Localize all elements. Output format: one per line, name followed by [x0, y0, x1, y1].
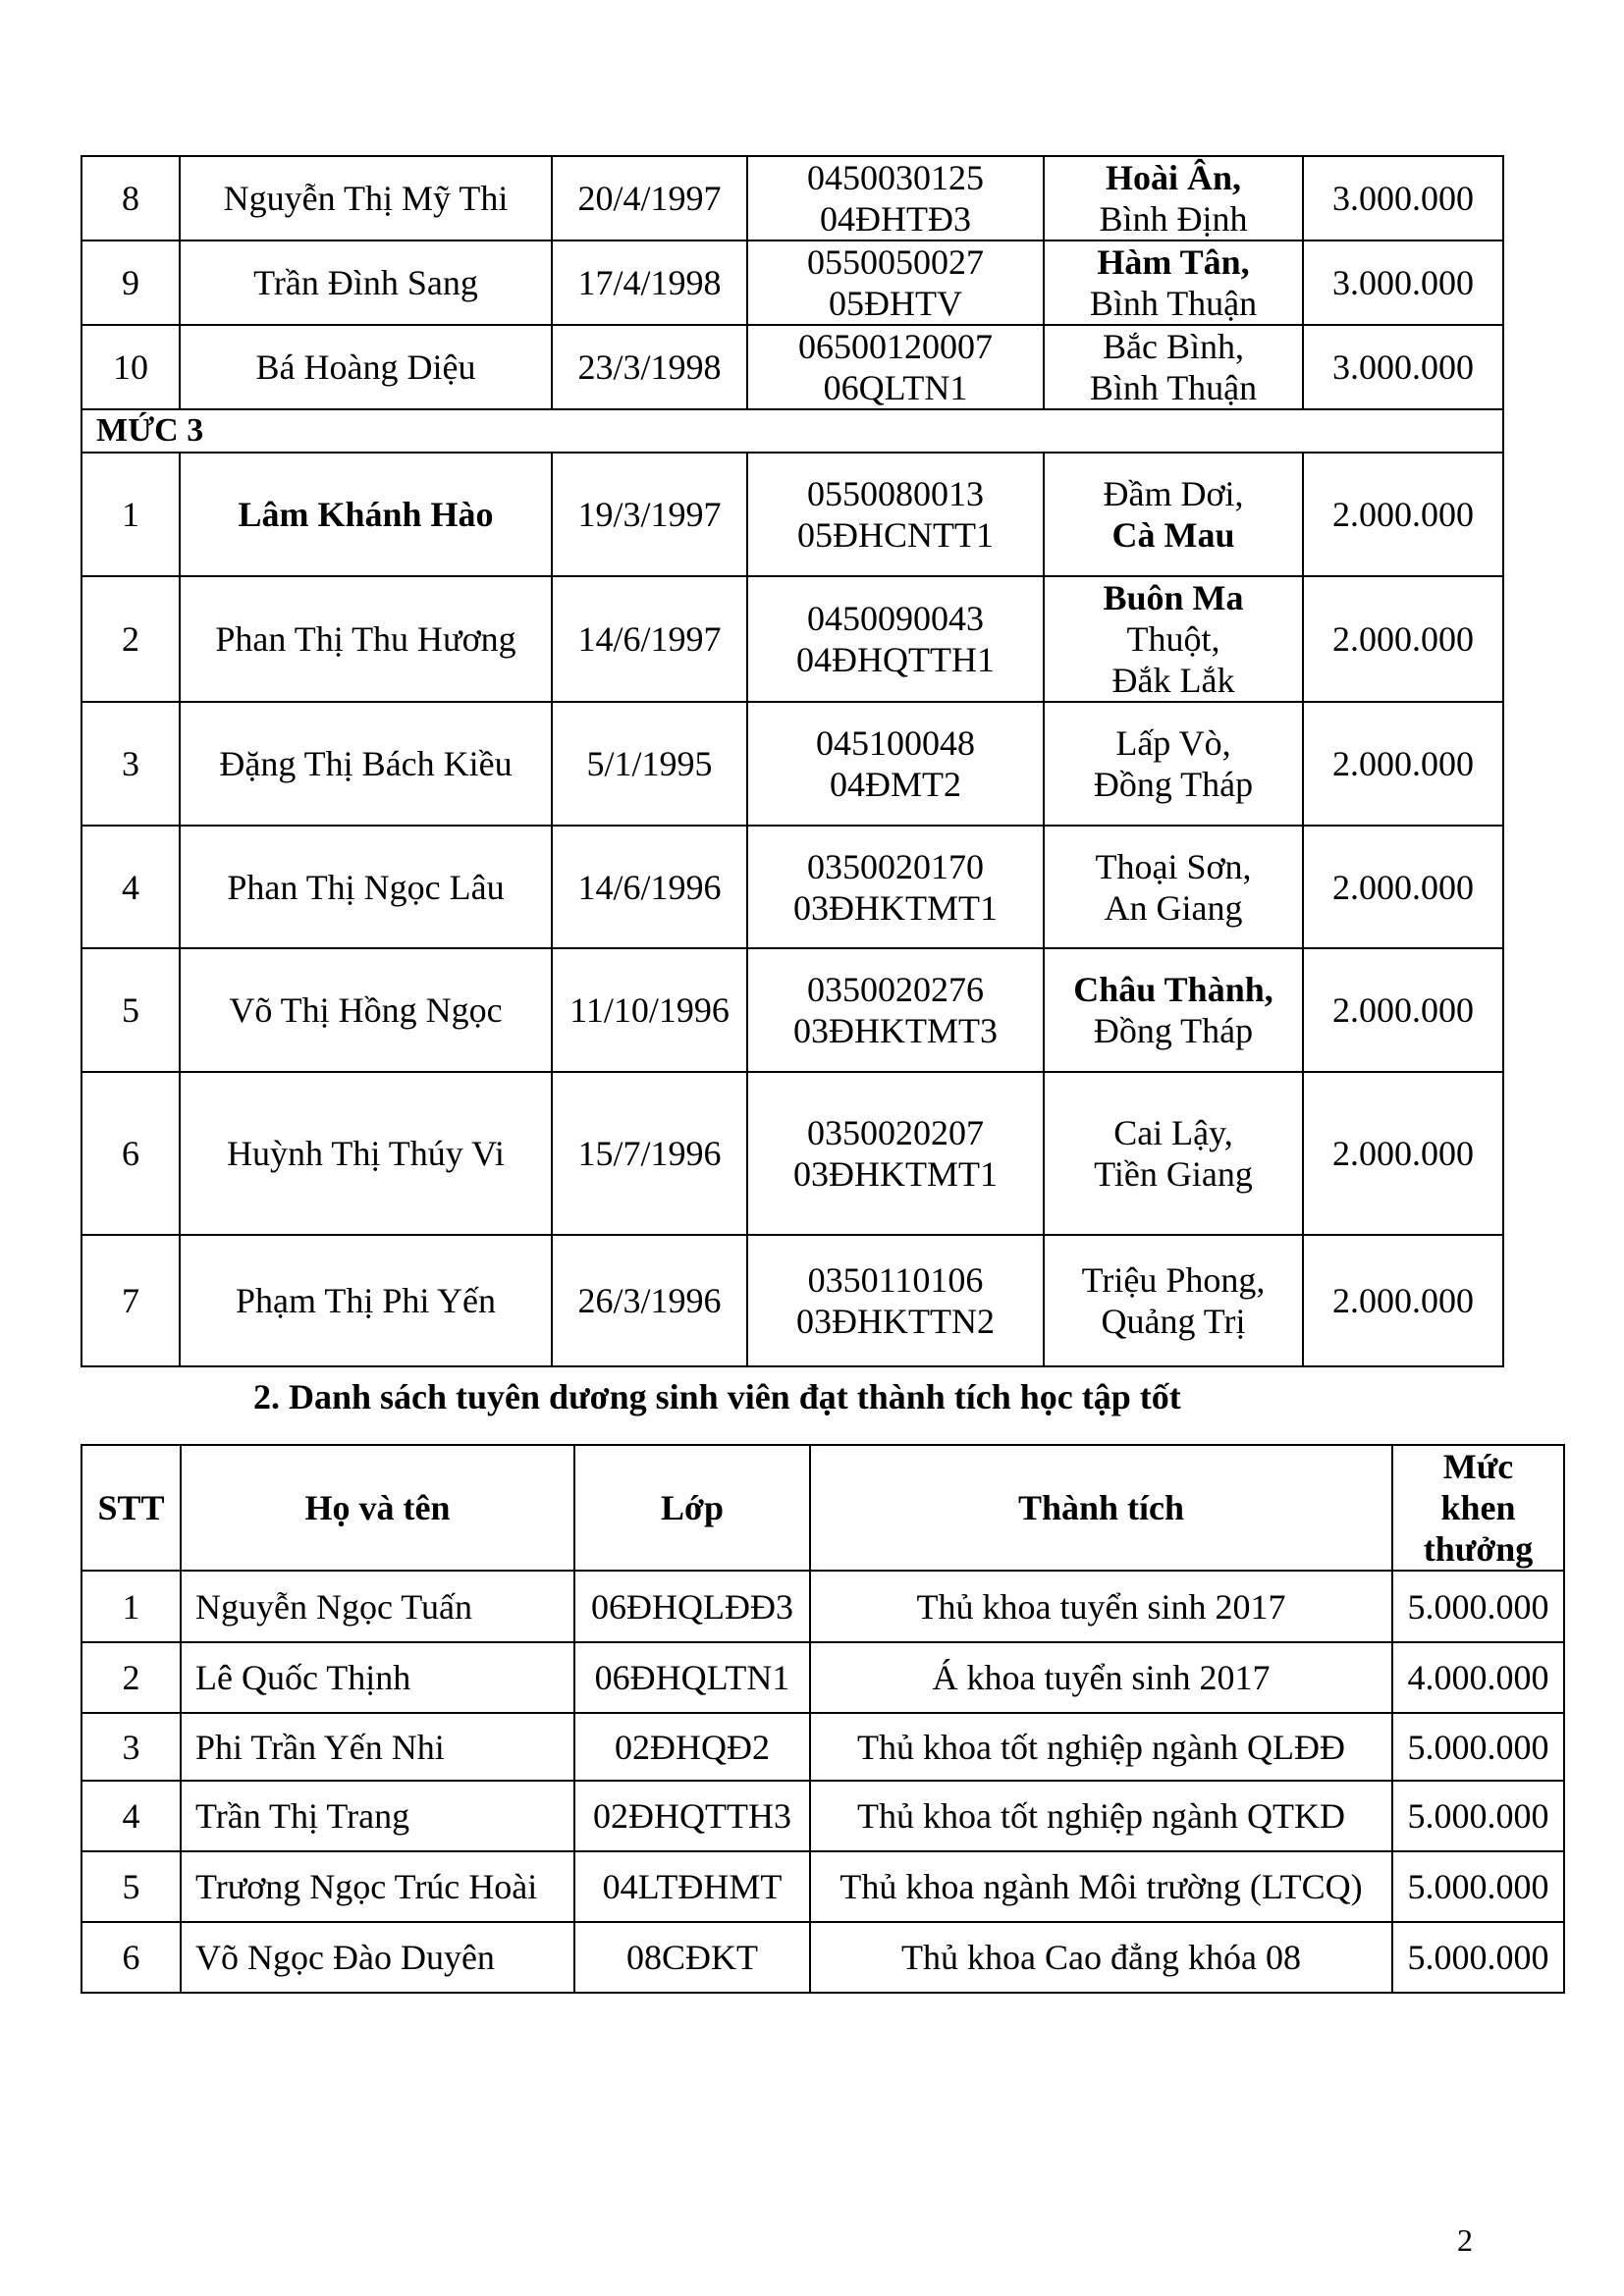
header-reward	[1392, 1445, 1564, 1571]
place-line: Bình Định	[1099, 199, 1248, 239]
section-heading: 2. Danh sách tuyên dương sinh viên đạt thành tích học tập tốt	[253, 1377, 1181, 1416]
table-row	[81, 702, 1503, 826]
place-line: Đắk Lắk	[1111, 661, 1235, 700]
stt-cell: 5	[81, 1851, 181, 1922]
dob-cell: 19/3/1997	[552, 453, 747, 576]
place-line: Bình Thuận	[1089, 284, 1258, 323]
table-row	[81, 453, 1503, 576]
table-row	[81, 1642, 1564, 1713]
dob-cell: 5/1/1995	[552, 702, 747, 826]
code-cell	[747, 702, 1044, 826]
place-line: Cai Lậy,	[1113, 1113, 1233, 1152]
place-line: Đồng Tháp	[1093, 765, 1254, 804]
scholarship-table-level	[81, 155, 1504, 1367]
class-cell: 02ĐHQĐ2	[574, 1713, 810, 1781]
name-cell: Võ Thị Hồng Ngọc	[180, 948, 552, 1072]
class-cell: 02ĐHQTTH3	[574, 1781, 810, 1851]
amount-cell: 2.000.000	[1303, 453, 1503, 576]
dob-cell: 23/3/1998	[552, 325, 747, 409]
code-cell	[747, 948, 1044, 1072]
name-cell: Trần Đình Sang	[180, 240, 552, 325]
place-cell	[1044, 1072, 1303, 1235]
class-code: 04ĐHQTTH1	[796, 640, 995, 679]
class-cell: 08CĐKT	[574, 1922, 810, 1993]
amount-cell: 2.000.000	[1303, 576, 1503, 702]
student-code: 0550080013	[807, 474, 984, 513]
name-cell: Lê Quốc Thịnh	[181, 1642, 574, 1713]
stt-cell: 1	[81, 453, 180, 576]
place-cell	[1044, 948, 1303, 1072]
achievement-cell: Thủ khoa tuyển sinh 2017	[810, 1571, 1392, 1642]
stt-cell: 3	[81, 702, 180, 826]
header-name: Họ và tên	[181, 1445, 574, 1571]
table-row	[81, 325, 1503, 409]
name-cell: Phạm Thị Phi Yến	[180, 1235, 552, 1366]
dob-cell: 17/4/1998	[552, 240, 747, 325]
code-cell	[747, 1072, 1044, 1235]
place-cell	[1044, 576, 1303, 702]
name-cell: Phan Thị Ngọc Lâu	[180, 826, 552, 948]
code-cell	[747, 576, 1044, 702]
header-reward-line: khen	[1440, 1488, 1516, 1527]
student-code: 045100048	[816, 723, 975, 763]
achievement-cell: Thủ khoa Cao đẳng khóa 08	[810, 1922, 1392, 1993]
name-cell: Phan Thị Thu Hương	[180, 576, 552, 702]
stt-cell: 7	[81, 1235, 180, 1366]
student-code: 0350110106	[807, 1260, 984, 1300]
amount-cell: 2.000.000	[1303, 948, 1503, 1072]
place-line: Bắc Bình,	[1103, 327, 1244, 366]
achievement-table	[81, 1444, 1565, 1994]
achievement-cell: Thủ khoa tốt nghiệp ngành QTKD	[810, 1781, 1392, 1851]
stt-cell: 6	[81, 1922, 181, 1993]
dob-cell: 14/6/1996	[552, 826, 747, 948]
table-row	[81, 1072, 1503, 1235]
table-row	[81, 1235, 1503, 1366]
dob-cell: 11/10/1996	[552, 948, 747, 1072]
stt-cell: 4	[81, 826, 180, 948]
code-cell	[747, 156, 1044, 240]
class-cell: 04LTĐHMT	[574, 1851, 810, 1922]
name-cell: Nguyễn Thị Mỹ Thi	[180, 156, 552, 240]
amount-cell: 5.000.000	[1392, 1713, 1564, 1781]
section-row	[81, 409, 1503, 453]
name-cell: Lâm Khánh Hào	[180, 453, 552, 576]
table-row	[81, 1922, 1564, 1993]
table-row	[81, 948, 1503, 1072]
student-code: 0450030125	[807, 158, 984, 197]
place-line: Quảng Trị	[1101, 1302, 1246, 1341]
achievement-cell: Á khoa tuyển sinh 2017	[810, 1642, 1392, 1713]
table-row	[81, 1851, 1564, 1922]
class-code: 03ĐHKTMT1	[793, 887, 998, 928]
amount-cell: 2.000.000	[1303, 1235, 1503, 1366]
stt-cell: 4	[81, 1781, 181, 1851]
header-row	[81, 1445, 1564, 1571]
achievement-cell: Thủ khoa ngành Môi trường (LTCQ)	[810, 1851, 1392, 1922]
student-code: 0350020276	[807, 970, 984, 1009]
place-line: Châu Thành,	[1073, 970, 1273, 1009]
amount-cell: 2.000.000	[1303, 702, 1503, 826]
name-cell: Trần Thị Trang	[181, 1781, 574, 1851]
table-row	[81, 826, 1503, 948]
class-code: 04ĐMT2	[830, 765, 961, 804]
amount-cell: 3.000.000	[1303, 325, 1503, 409]
name-cell: Nguyễn Ngọc Tuấn	[181, 1571, 574, 1642]
place-cell	[1044, 1235, 1303, 1366]
place-cell	[1044, 453, 1303, 576]
name-cell: Huỳnh Thị Thúy Vi	[180, 1072, 552, 1235]
amount-cell: 2.000.000	[1303, 826, 1503, 948]
code-cell	[747, 325, 1044, 409]
name-cell: Trương Ngọc Trúc Hoài	[181, 1851, 574, 1922]
dob-cell: 26/3/1996	[552, 1235, 747, 1366]
place-cell	[1044, 702, 1303, 826]
table-row	[81, 576, 1503, 702]
stt-cell: 1	[81, 1571, 181, 1642]
amount-cell: 3.000.000	[1303, 240, 1503, 325]
stt-cell: 10	[81, 325, 180, 409]
dob-cell: 20/4/1997	[552, 156, 747, 240]
table-row	[81, 240, 1503, 325]
table-row	[81, 156, 1503, 240]
place-line: Đồng Tháp	[1093, 1011, 1254, 1050]
place-line: Triệu Phong,	[1081, 1260, 1266, 1300]
class-code: 03ĐHKTMT1	[793, 1154, 998, 1194]
header-stt: STT	[81, 1445, 181, 1571]
code-cell	[747, 453, 1044, 576]
page-number: 2	[1457, 2222, 1473, 2258]
place-cell	[1044, 156, 1303, 240]
place-line: An Giang	[1104, 887, 1243, 928]
class-code: 05ĐHTV	[829, 284, 962, 323]
code-cell	[747, 240, 1044, 325]
code-cell	[747, 826, 1044, 948]
dob-cell: 15/7/1996	[552, 1072, 747, 1235]
dob-cell: 14/6/1997	[552, 576, 747, 702]
name-cell: Bá Hoàng Diệu	[180, 325, 552, 409]
name-cell: Phi Trần Yến Nhi	[181, 1713, 574, 1781]
class-cell: 06ĐHQLTN1	[574, 1642, 810, 1713]
place-line: Thoại Sơn,	[1095, 846, 1252, 886]
name-cell: Đặng Thị Bách Kiều	[180, 702, 552, 826]
stt-cell: 9	[81, 240, 180, 325]
place-line: Thuột,	[1126, 619, 1220, 659]
table-row	[81, 1713, 1564, 1781]
amount-cell: 5.000.000	[1392, 1922, 1564, 1993]
place-line: Hoài Ân,	[1105, 158, 1242, 197]
section-label: MỨC 3	[81, 409, 1503, 453]
student-code: 0350020170	[807, 846, 984, 886]
amount-cell: 2.000.000	[1303, 1072, 1503, 1235]
name-cell: Võ Ngọc Đào Duyên	[181, 1922, 574, 1993]
place-line: Đầm Dơi,	[1103, 474, 1244, 513]
code-cell	[747, 1235, 1044, 1366]
class-code: 04ĐHTĐ3	[820, 199, 971, 239]
header-achievement: Thành tích	[810, 1445, 1392, 1571]
stt-cell: 8	[81, 156, 180, 240]
class-code: 06QLTN1	[823, 368, 968, 407]
stt-cell: 2	[81, 1642, 181, 1713]
class-code: 03ĐHKTMT3	[793, 1011, 998, 1050]
table-row	[81, 1781, 1564, 1851]
stt-cell: 2	[81, 576, 180, 702]
amount-cell: 4.000.000	[1392, 1642, 1564, 1713]
stt-cell: 3	[81, 1713, 181, 1781]
class-code: 05ĐHCNTT1	[797, 515, 994, 555]
student-code: 0450090043	[807, 599, 984, 638]
student-code: 06500120007	[798, 327, 993, 366]
table-row	[81, 1571, 1564, 1642]
place-cell	[1044, 325, 1303, 409]
place-line: Bình Thuận	[1089, 368, 1258, 407]
place-cell	[1044, 826, 1303, 948]
place-line: Lấp Vò,	[1115, 723, 1231, 763]
header-reward-line: Mức	[1442, 1447, 1514, 1486]
class-cell: 06ĐHQLĐĐ3	[574, 1571, 810, 1642]
place-line: Hàm Tân,	[1097, 242, 1250, 282]
amount-cell: 3.000.000	[1303, 156, 1503, 240]
header-reward-line: thưởng	[1423, 1529, 1534, 1569]
place-cell	[1044, 240, 1303, 325]
student-code: 0550050027	[807, 242, 984, 282]
student-code: 0350020207	[807, 1113, 984, 1152]
place-line: Cà Mau	[1111, 515, 1235, 555]
amount-cell: 5.000.000	[1392, 1851, 1564, 1922]
place-line: Buôn Ma	[1103, 578, 1244, 617]
header-class: Lớp	[574, 1445, 810, 1571]
stt-cell: 5	[81, 948, 180, 1072]
place-line: Tiền Giang	[1094, 1154, 1253, 1194]
achievement-cell: Thủ khoa tốt nghiệp ngành QLĐĐ	[810, 1713, 1392, 1781]
amount-cell: 5.000.000	[1392, 1571, 1564, 1642]
class-code: 03ĐHKTTN2	[796, 1302, 995, 1341]
amount-cell: 5.000.000	[1392, 1781, 1564, 1851]
stt-cell: 6	[81, 1072, 180, 1235]
